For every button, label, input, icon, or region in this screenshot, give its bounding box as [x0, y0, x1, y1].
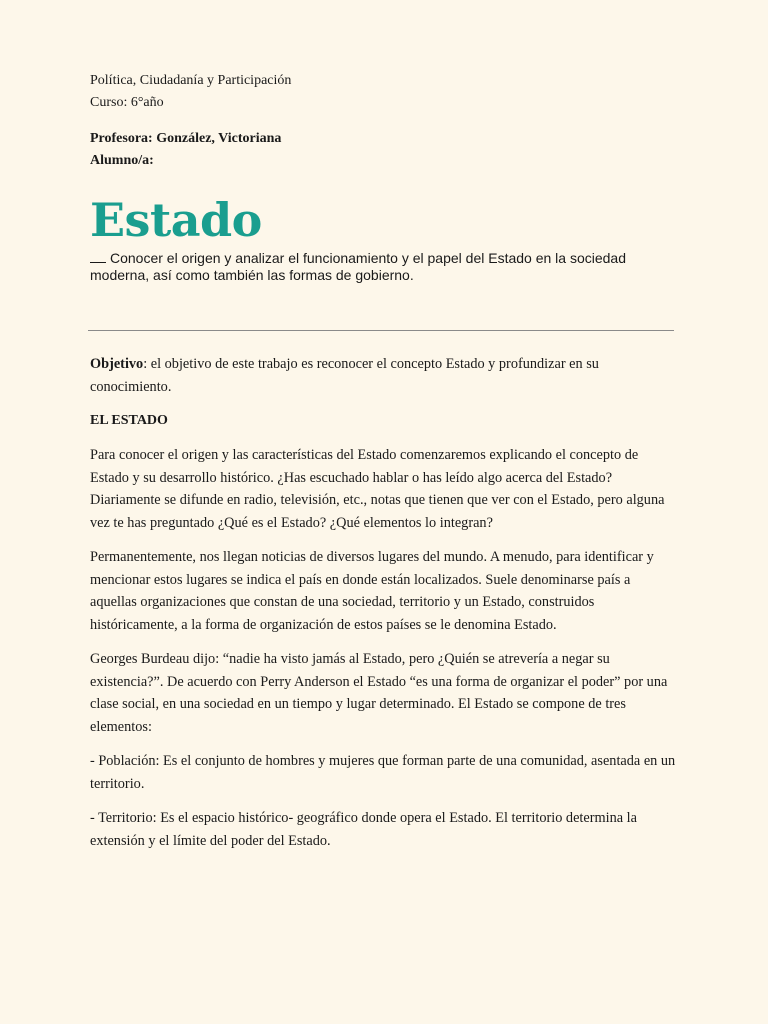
- course-name: Política, Ciudadanía y Participación: [90, 73, 292, 88]
- subtitle-text: Conocer el origen y analizar el funcionamiento y el papel del Estado en la sociedad moderna, así como también las formas de gobierno.: [90, 250, 626, 283]
- subtitle-blank-line: [90, 252, 106, 263]
- body-paragraph: Para conocer el origen y las características del Estado comenzaremos explicando el concepto de Estado y su desarrollo histórico. ¿Has escuchado hablar o has leído algo acerca del Estado? Diariamente se difunde en radio, televisión, etc., notas que tienen que ver con el Estado, pero alguna vez te has preguntado ¿Qué es el Estado? ¿Qué elementos lo integran?: [90, 447, 665, 531]
- section-heading: EL ESTADO: [90, 413, 168, 428]
- student-name-field: Alumno/a:: [90, 153, 154, 168]
- objective-text: : el objetivo de este trabajo es reconocer el concepto Estado y profundizar en su conocimiento.: [90, 356, 599, 395]
- body-paragraph: - Territorio: Es el espacio histórico- geográfico donde opera el Estado. El territorio determina la extensión y el límite del poder del Estado.: [90, 810, 637, 849]
- page-title: Estado: [90, 193, 262, 247]
- course-level: Curso: 6°año: [90, 95, 164, 110]
- section-divider: [88, 330, 674, 331]
- body-paragraph: Georges Burdeau dijo: “nadie ha visto jamás al Estado, pero ¿Quién se atrevería a negar su existencia?”. De acuerdo con Perry Anderson el Estado “es una forma de organizar el poder” por una clase social, en una sociedad en un tiempo y lugar determinado. El Estado se compone de tres elementos:: [90, 651, 668, 735]
- people-header: [90, 128, 680, 172]
- objective-label: Objetivo: [90, 356, 144, 372]
- objective-paragraph: [90, 353, 680, 398]
- teacher-name: Profesora: González, Victoriana: [90, 131, 282, 146]
- course-header: [90, 70, 680, 114]
- document-page: [90, 70, 680, 864]
- body-paragraph: - Población: Es el conjunto de hombres y mujeres que forman parte de una comunidad, asentada en un territorio.: [90, 753, 676, 792]
- page-subtitle: [90, 250, 680, 284]
- body-paragraph: Permanentemente, nos llegan noticias de diversos lugares del mundo. A menudo, para identificar y mencionar estos lugares se indica el país en donde están localizados. Suele denominarse país a aquellas organizaciones que constan de una sociedad, territorio y un Estado, construidos históricamente, a la forma de organización de estos países se le denomina Estado.: [90, 549, 654, 633]
